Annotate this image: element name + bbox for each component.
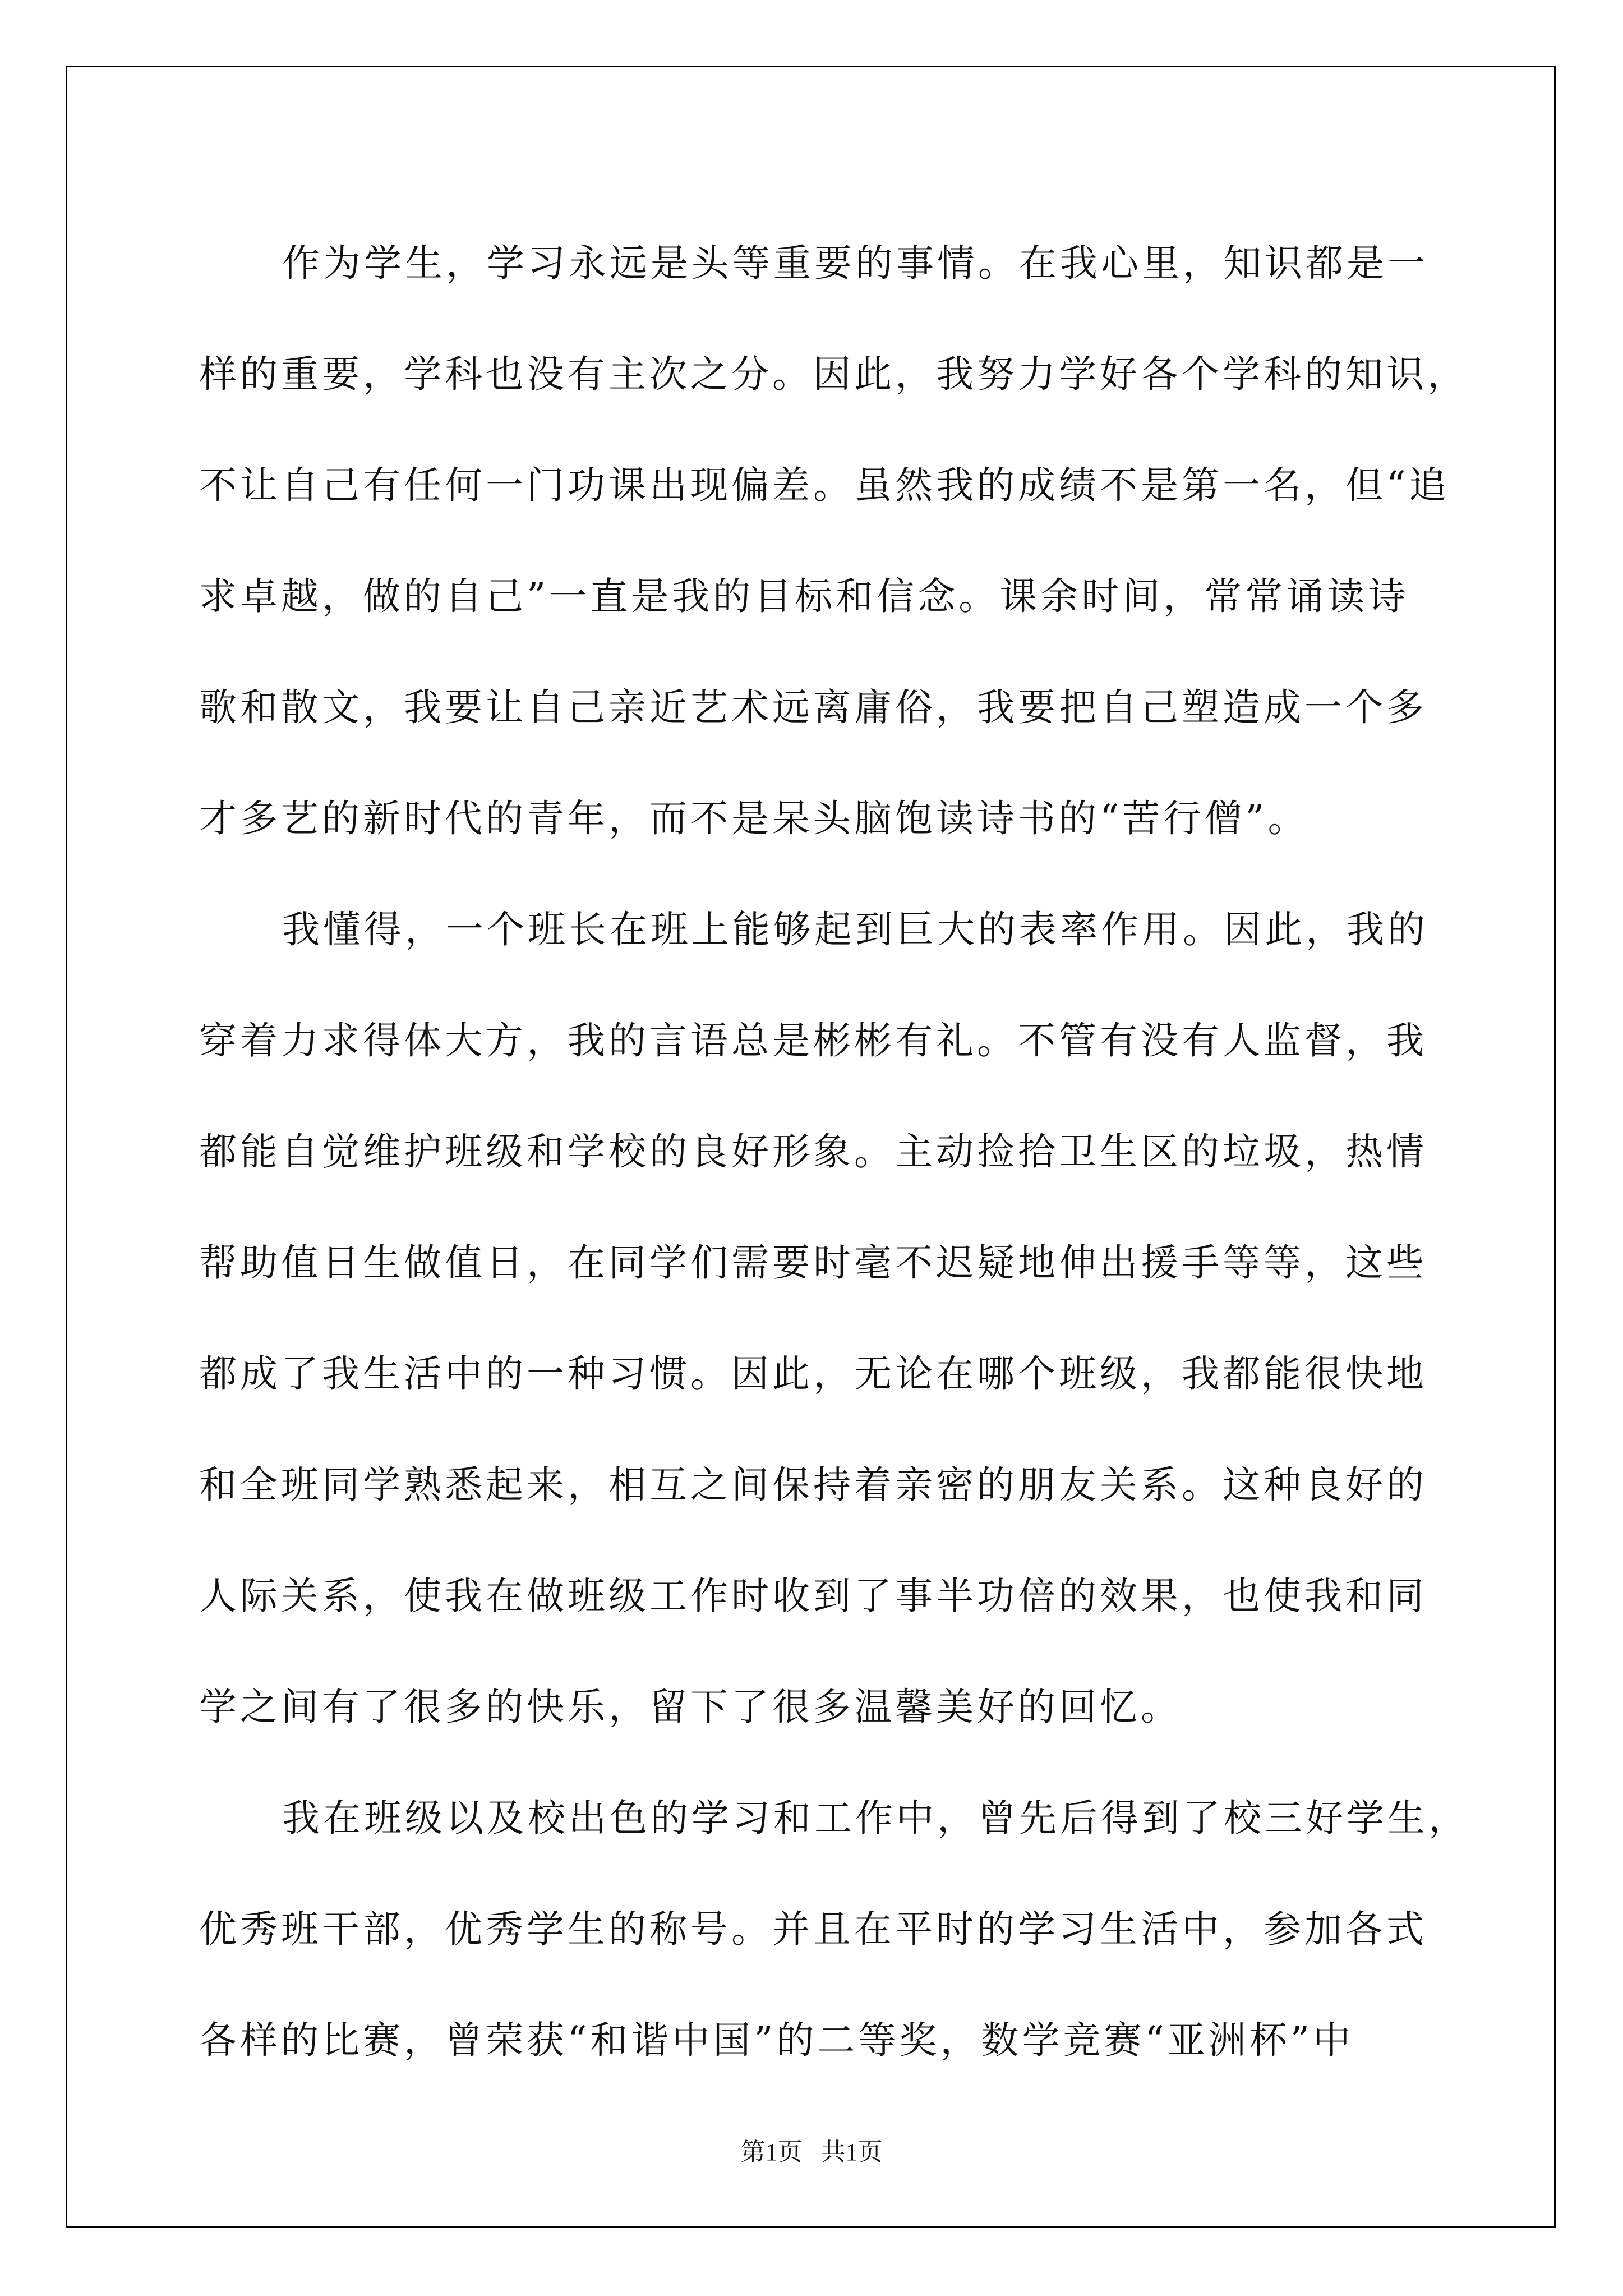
text-line: 人际关系，使我在做班级工作时收到了事半功倍的效果，也使我和同: [199, 1574, 1427, 1618]
text-line: 我在班级以及校出色的学习和工作中，曾先后得到了校三好学生，: [282, 1796, 1469, 1840]
text-line: 才多艺的新时代的青年，而不是呆头脑饱读诗书的“苦行僧”。: [199, 797, 1309, 840]
text-line: 和全班同学熟悉起来，相互之间保持着亲密的朋友关系。这种良好的: [199, 1463, 1427, 1507]
text-line: 作为学生，学习永远是头等重要的事情。在我心里，知识都是一: [282, 241, 1428, 285]
page-number-footer: 第1页 共1页: [740, 2138, 883, 2166]
text-line: 不让自己有任何一门功课出现偏差。虽然我的成绩不是第一名，但“追: [199, 463, 1450, 507]
text-line: 都成了我生活中的一种习惯。因此，无论在哪个班级，我都能很快地: [199, 1352, 1427, 1396]
paragraph: [199, 1763, 1469, 2096]
text-line: 歌和散文，我要让自己亲近艺术远离庸俗，我要把自己塑造成一个多: [199, 685, 1427, 729]
paragraph: [199, 208, 1468, 874]
text-line: 都能自觉维护班级和学校的良好形象。主动捡拾卫生区的垃圾，热情: [199, 1130, 1427, 1174]
text-line: 穿着力求得体大方，我的言语总是彬彬有礼。不管有没有人监督，我: [199, 1019, 1427, 1062]
text-line: 求卓越，做的自己”一直是我的目标和信念。课余时间，常常诵读诗: [199, 574, 1409, 618]
text-line: 学之间有了很多的快乐，留下了很多温馨美好的回忆。: [199, 1685, 1182, 1729]
paragraph: [199, 874, 1433, 1763]
text-line: 样的重要，学科也没有主次之分。因此，我努力学好各个学科的知识，: [199, 352, 1468, 396]
text-line: 帮助值日生做值日，在同学们需要时毫不迟疑地伸出援手等等，这些: [199, 1241, 1427, 1285]
document-body: [199, 208, 1469, 2096]
text-line: 优秀班干部，优秀学生的称号。并且在平时的学习生活中，参加各式: [199, 1907, 1427, 1951]
text-line: 我懂得，一个班长在班上能够起到巨大的表率作用。因此，我的: [282, 908, 1428, 951]
text-line: 各样的比赛，曾荣获“和谐中国”的二等奖，数学竞赛“亚洲杯”中: [199, 2018, 1354, 2062]
